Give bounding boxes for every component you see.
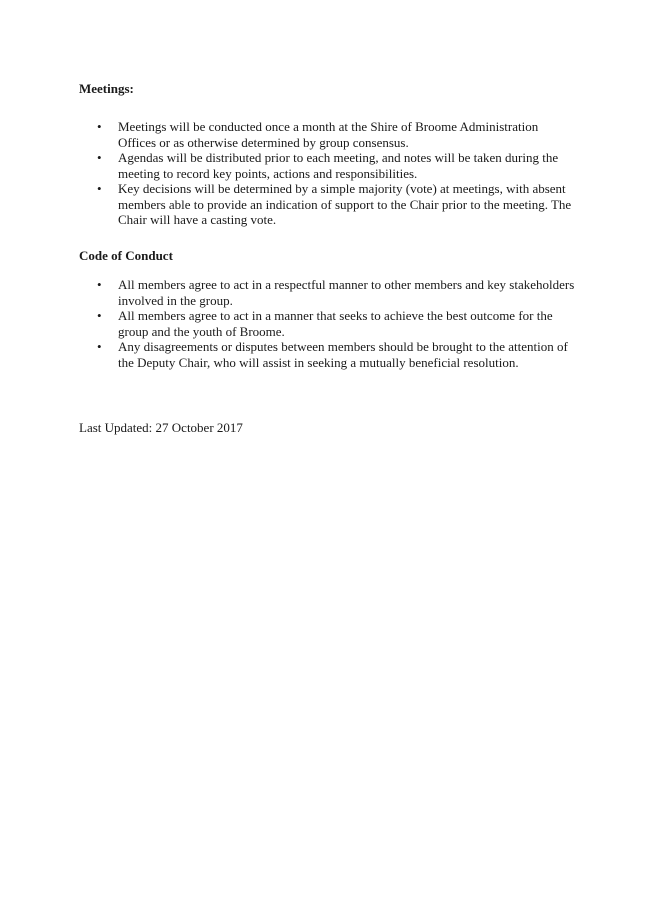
list-item-text: All members agree to act in a manner that seeks to achieve the best outcome for the group and the youth of Broome. [118, 308, 553, 339]
bullet-icon: • [97, 150, 102, 165]
code-of-conduct-list [79, 277, 579, 370]
bullet-icon: • [97, 308, 102, 323]
list-item [79, 339, 579, 370]
bullet-icon: • [97, 119, 102, 134]
list-item [79, 150, 579, 181]
meetings-list [79, 119, 579, 228]
list-item [79, 181, 579, 228]
list-item-text: Key decisions will be determined by a simple majority (vote) at meetings, with absent members able to provide an indication of support to the Chair prior to the meeting. The Chair will have a casting vote. [118, 181, 572, 227]
bullet-icon: • [97, 181, 102, 196]
list-item-text: Agendas will be distributed prior to each meeting, and notes will be taken during the meeting to record key points, actions and responsibilities. [118, 150, 559, 181]
list-item-text: Any disagreements or disputes between members should be brought to the attention of the Deputy Chair, who will assist in seeking a mutually beneficial resolution. [118, 339, 568, 370]
list-item-text: Meetings will be conducted once a month at the Shire of Broome Administration Offices or as otherwise determined by group consensus. [118, 119, 539, 150]
list-item [79, 277, 579, 308]
list-item [79, 308, 579, 339]
bullet-icon: • [97, 277, 102, 292]
meetings-heading: Meetings: [79, 81, 134, 96]
code-of-conduct-heading: Code of Conduct [79, 248, 173, 263]
last-updated-text: Last Updated: 27 October 2017 [79, 420, 243, 435]
bullet-icon: • [97, 339, 102, 354]
list-item-text: All members agree to act in a respectful manner to other members and key stakeholders involved in the group. [118, 277, 575, 308]
list-item [79, 119, 579, 150]
